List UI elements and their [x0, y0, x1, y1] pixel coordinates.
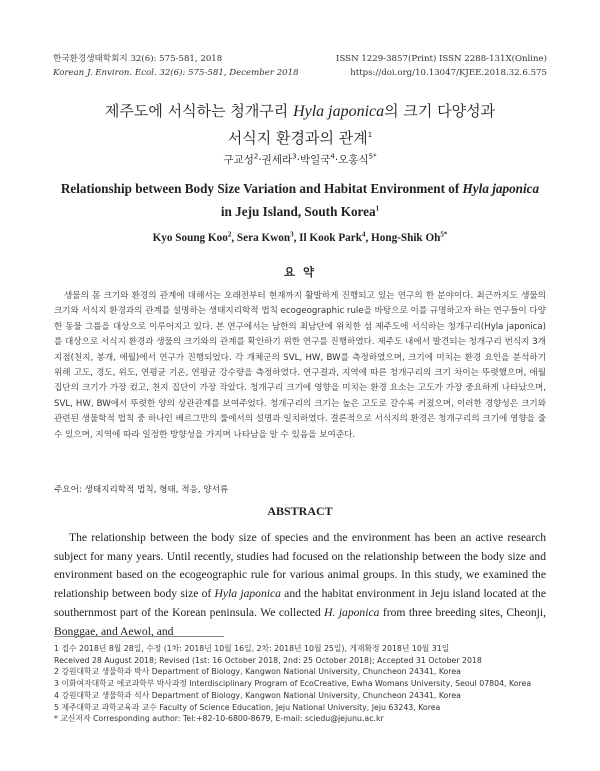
title-korean: 제주도에 서식하는 청개구리 Hyla japonica의 크기 다양성과 서식지 환경과의 관계$^1$	[104, 102, 496, 147]
abstract-english-heading: ABSTRACT	[267, 504, 333, 518]
authors-korean: 구교성$^2$·권세라$^3$·박일국$^4$·오홍식$^{5*}$	[223, 152, 377, 166]
authors-english: Kyo Soung Koo$^2$, Sera Kwon$^3$, Il Kook Park$^4$, Hong-Shik $Oh^{5*}$	[152, 230, 448, 244]
abstract-english-body: The relationship between the body size of species and the environment has been an active research subject for many years. Until recently, studies had focused on the relationship between the body size and environment based on the ecogeographic rule for various animal groups. In this study, we examined the relationship between body size of Hyla japonica and the habitat environment in Jeju island located at the southernmost part of the Korean peninsula. We collected H. japonica from three breeding sites, Cheonji, Bonggae, and Aewol, and	[54, 531, 547, 638]
journal-name-english: Korean J. Environ. Ecol. 32(6): 575-581, December 2018	[53, 68, 299, 78]
footnotes	[54, 643, 554, 725]
species-name: Hyla japonica	[293, 103, 385, 120]
footnote-divider	[54, 636, 224, 637]
footnote-item: 2 강원대학교 생물학과 박사 Department of Biology, Kangwon National University, Chuncheon 24341, Korea	[54, 667, 461, 677]
abstract-korean-heading: 요 약	[283, 265, 317, 279]
footnote-item: 4 강원대학교 생물학과 석사 Department of Biology, Kangwon National University, Chuncheon 24341, Korea	[54, 690, 461, 700]
footnote-item: * 교신저자 Corresponding author: Tel:+82-10-6800-8679, E-mail: sciedu@jejunu.ac.kr	[54, 714, 384, 724]
abstract-korean-body: 생물의 몸 크기와 환경의 관계에 대해서는 오래전부터 현재까지 활발하게 진행되고 있는 연구의 한 분야이다. 최근까지도 생물의 크기와 서식지 환경과의 관계를 설명하는 생태지리학적 법칙 ecogeographic rule을 바탕으로 이를 규명하고자 하는 연구들이 다양한 동물 그룹을 대상으로 이루어지고 있다. 본 연구에서는 남한의 최남단에 위치한 섬 제주도에 서식하는 청개구리(Hyla japonica)를 대상으로 서식지 환경과 생물의 크기와의 관계를 확인하기 위한 연구를 진행하였다. 제주도 내에서 발견되는 청개구리 번식지 3개 지점(천지, 봉개, 애월)에서 연구가 진행되었다. 각 개체군의 SVL, HW, BW를 측정하였으며, 크기에 미치는 환경 요인을 분석하기 위해 고도, 경도, 위도, 연평균 기온, 연평균 강수량을 측정하였다. 연구결과, 지역에 따른 청개구리의 크기 차이는 뚜렷했으며, 애월 집단의 크기가 가장 컸고, 천지 집단이 가장 작았다. 청개구리 크기에 영향을 미치는 환경 요소는 고도가 가장 중요하게 나타났으며, SVL, HW, BW에서 뚜렷한 양의 상관관계를 보여주었다. 청개구리의 크기는 높은 고도로 갈수록 커졌으며, 이러한 경향성은 크기와 관련된 생물학적 법칙 중 하나인 베르그만의 룰에서의 설명과 일치하였다. 결론적으로 서식지의 환경은 청개구리의 크기에 영향을 줄 수 있으며, 지역에 따라 일정한 방향성을 가지며 나타남을 알 수 있음을 보여준다.	[54, 291, 547, 440]
keywords-list: 생태지리학적 법칙, 형태, 적응, 양서류	[84, 485, 229, 495]
footnote-item: Received 28 August 2018; Revised (1st: 16 October 2018, 2nd: 25 October 2018); Accepted 31 October 2018	[54, 655, 482, 665]
journal-name-korean: 한국환경생태학회지 32(6): 575-581, 2018	[53, 54, 223, 64]
journal-header-right	[336, 52, 547, 80]
keywords-label: 주요어:	[54, 485, 82, 495]
title-english: Relationship between Body Size Variation and Habitat Environment of Hyla japonica in Jeju Island, South Korea$^1$	[60, 181, 540, 219]
issn: ISSN 1229-3857(Print) ISSN 2288-131X(Online)	[336, 54, 547, 64]
journal-header-left	[53, 52, 299, 80]
footnote-item: 1 접수 2018년 8월 28일, 수정 (1차: 2018년 10월 16일, 2차: 2018년 10월 25일), 게재확정 2018년 10월 31일	[54, 644, 450, 653]
footnote-item: 3 이화여자대학교 에코과학부 박사과정 Interdisciplinary Program of EcoCreative, Ewha Womans University, Seoul 07804, Korea	[54, 679, 532, 689]
species-name-en: Hyla japonica	[462, 181, 540, 196]
footnote-item: 5 제주대학교 과학교육과 교수 Faculty of Science Education, Jeju National University, Jeju 63243, Korea	[54, 702, 441, 712]
doi-link[interactable]: https://doi.org/10.13047/KJEE.2018.32.6.575	[350, 68, 547, 78]
keywords	[54, 483, 228, 495]
